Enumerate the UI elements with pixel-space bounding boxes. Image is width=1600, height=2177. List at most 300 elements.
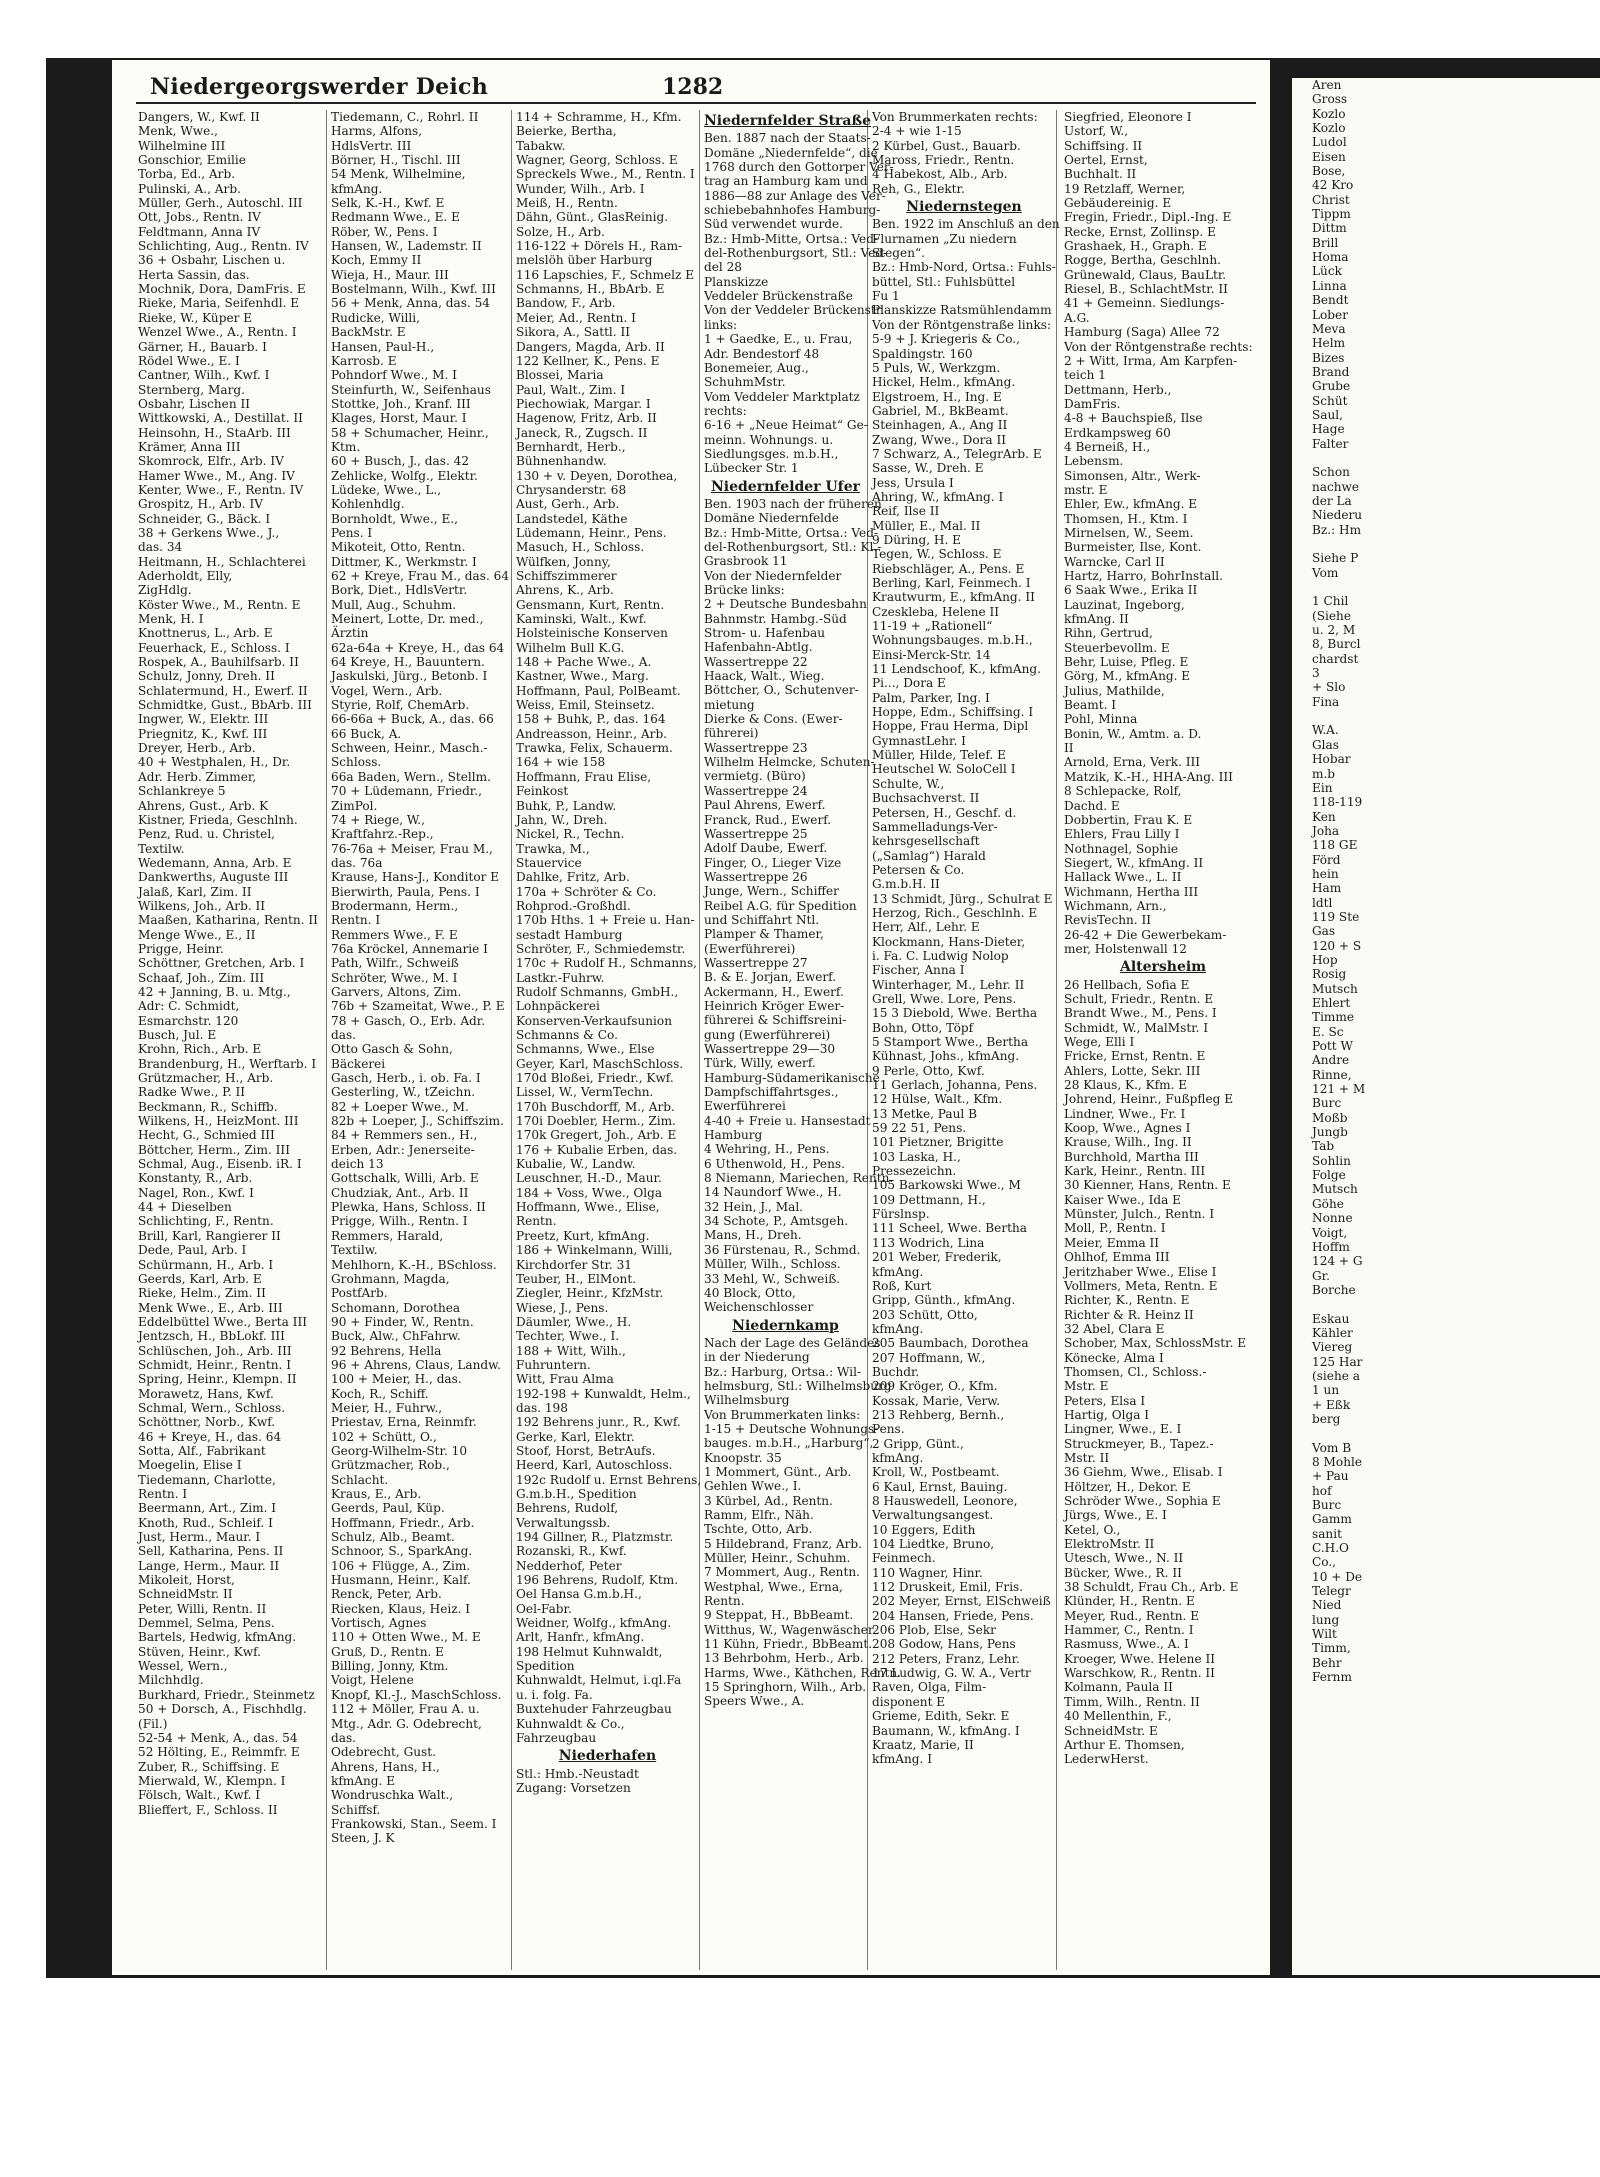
- directory-entry: 60 + Busch, J., das. 42: [331, 454, 470, 469]
- fragment-entry: Gas: [1312, 924, 1336, 939]
- directory-entry: Vollmers, Meta, Rentn. E: [1064, 1278, 1218, 1293]
- directory-entry: Gebäudereinig. E: [1064, 196, 1172, 211]
- directory-entry: Brandt Wwe., M., Pens. I: [1064, 1006, 1217, 1021]
- directory-entry: Hamburg-Südamerikanische: [704, 1070, 880, 1085]
- directory-entry: Ohlhof, Emma III: [1064, 1250, 1170, 1265]
- directory-entry: Bz.: Harburg, Ortsa.: Wil-: [704, 1364, 862, 1379]
- directory-page: [112, 60, 1270, 1975]
- directory-entry: Pulinski, A., Arb.: [138, 181, 241, 196]
- directory-entry: 59 22 51, Pens.: [872, 1121, 967, 1136]
- directory-entry: 2 + Witt, Irma, Am Karpfen-: [1064, 353, 1238, 368]
- fragment-entry: Rinne,: [1312, 1067, 1352, 1082]
- fragment-entry: Ehlert: [1312, 996, 1351, 1010]
- fragment-entry: Gross: [1312, 92, 1348, 107]
- directory-entry: Siedlungsges. m.b.H.,: [704, 446, 839, 461]
- directory-entry: 6-16 + „Neue Heimat“ Ge-: [704, 418, 868, 433]
- directory-entry: Feuerhack, E., Schloss. I: [138, 640, 290, 655]
- fragment-entry: nachwe: [1312, 479, 1360, 494]
- directory-entry: Ackermann, H., Ewerf.: [704, 984, 844, 999]
- directory-entry: Stauervice: [516, 855, 582, 870]
- directory-entry: Chrysanderstr. 68: [516, 482, 627, 497]
- directory-entry: Jaskulski, Jürg., Betonb. I: [331, 669, 488, 684]
- directory-entry: Kastner, Wwe., Marg.: [516, 669, 649, 684]
- fragment-entry: Hobar: [1312, 752, 1351, 767]
- directory-entry: Ingwer, W., Elektr. III: [138, 712, 269, 727]
- directory-entry: Ahrens, Hans, H.,: [331, 1759, 440, 1774]
- directory-entry: 38 Schuldt, Frau Ch., Arb. E: [1064, 1580, 1239, 1595]
- fragment-entry: 121 + M: [1312, 1082, 1366, 1097]
- directory-entry: Oel Hansa G.m.b.H.,: [516, 1587, 642, 1602]
- directory-entry: und Schiffahrt Ntl.: [704, 912, 820, 927]
- directory-entry: Steinfurth, W., Seifenhaus: [331, 382, 491, 397]
- directory-entry: 26 Hellbach, Sofia E: [1064, 977, 1190, 992]
- fragment-entry: Niederu: [1312, 508, 1363, 523]
- directory-entry: Adr. Herb. Zimmer,: [138, 769, 257, 784]
- directory-entry: Demmel, Selma, Pens.: [138, 1616, 275, 1631]
- directory-entry: Von der Veddeler Brückenstr.: [704, 303, 884, 318]
- directory-entry: 192-198 + Kunwaldt, Helm.,: [516, 1386, 691, 1401]
- fragment-entry: lung: [1312, 1612, 1340, 1627]
- directory-entry: Schlacht.: [331, 1472, 389, 1487]
- directory-entry: Remmers Wwe., F. E: [331, 927, 458, 942]
- fragment-entry: 125 Har: [1312, 1354, 1363, 1369]
- directory-entry: Planskizze Ratsmühlendamm: [872, 303, 1052, 318]
- directory-entry: Rieke, Maria, Seifenhdl. E: [138, 296, 300, 311]
- directory-entry: Schmidt, Heinr., Rentn. I: [138, 1357, 291, 1372]
- directory-entry: Peter, Willi, Rentn. II: [138, 1601, 267, 1616]
- directory-entry: 170d Bloßei, Friedr., Kwf.: [516, 1071, 674, 1086]
- fragment-entry: Voigt,: [1312, 1225, 1348, 1240]
- directory-entry: Knopf, Kl.-J., MaschSchloss.: [331, 1687, 502, 1702]
- directory-entry: 74 + Riege, W.,: [331, 812, 425, 827]
- directory-entry: 90 + Finder, W., Rentn.: [331, 1314, 474, 1329]
- directory-entry: 40 Block, Otto,: [704, 1285, 796, 1300]
- directory-entry: DamFris.: [1064, 396, 1121, 411]
- directory-entry: 82b + Loeper, J., Schiffszim.: [331, 1114, 504, 1129]
- directory-entry: Sell, Katharina, Pens. II: [138, 1544, 284, 1559]
- directory-entry: Wichmann, Hertha III: [1064, 884, 1199, 899]
- directory-entry: 62a-64a + Kreye, H., das 64: [331, 640, 505, 655]
- directory-entry: meinn. Wohnungs. u.: [704, 432, 834, 447]
- directory-entry: Wassertreppe 29—30: [704, 1042, 836, 1056]
- directory-entry: Grünewald, Claus, BauLtr.: [1064, 267, 1227, 282]
- directory-entry: Selk, K.-H., Kwf. E: [331, 196, 445, 211]
- directory-entry: Penz, Rud. u. Christel,: [138, 827, 276, 842]
- directory-entry: del 28: [704, 260, 742, 275]
- directory-entry: 148 + Pache Wwe., A.: [516, 655, 652, 670]
- directory-entry: deich 13: [331, 1157, 384, 1172]
- directory-entry: Moegelin, Elise I: [138, 1458, 242, 1473]
- directory-entry: Spaldingstr. 160: [872, 346, 973, 361]
- fragment-entry: 120 + S: [1312, 938, 1362, 953]
- directory-entry: Kraftfahrz.-Rep.,: [331, 827, 434, 842]
- directory-entry: Finger, O., Lieger Vize: [704, 855, 842, 870]
- page-header: [136, 66, 1256, 104]
- directory-entry: Piechowiak, Margar. I: [516, 396, 651, 411]
- directory-entry: Kirchdorfer Str. 31: [516, 1257, 632, 1272]
- directory-entry: Schlichting, Aug., Rentn. IV: [138, 239, 309, 254]
- directory-entry: Lübecker Str. 1: [704, 461, 799, 476]
- directory-entry: Wichmann, Arn.,: [1064, 898, 1167, 913]
- directory-entry: Fricke, Ernst, Rentn. E: [1064, 1049, 1206, 1064]
- fragment-entry: 1 Chil: [1312, 594, 1349, 609]
- directory-entry: Von der Niedernfelder: [704, 568, 842, 583]
- directory-entry: Brandenburg, H., Werftarb. I: [138, 1056, 317, 1071]
- directory-entry: Bahnmstr. Hambg.-Süd: [704, 611, 847, 626]
- directory-entry: Bandow, F., Arb.: [516, 296, 616, 311]
- directory-entry: PostfArb.: [331, 1286, 388, 1301]
- directory-entry: Däumler, Wwe., H.: [516, 1314, 632, 1329]
- directory-entry: Schmanns, H., BbArb. E: [516, 282, 665, 297]
- directory-entry: 2 Gripp, Günt.,: [872, 1436, 964, 1451]
- directory-entry: Janeck, R., Zugsch. II: [516, 425, 648, 440]
- directory-entry: 130 + v. Deyen, Dorothea,: [516, 468, 678, 483]
- directory-entry: 66-66a + Buck, A., das. 66: [331, 712, 494, 727]
- directory-entry: Buxtehuder Fahrzeugbau: [516, 1702, 672, 1717]
- directory-entry: Meier, Emma II: [1064, 1235, 1160, 1250]
- directory-entry: Wagner, Georg, Schloss. E: [516, 153, 678, 168]
- directory-entry: 4 Wehring, H., Pens.: [704, 1142, 830, 1157]
- directory-entry: Lange, Herm., Maur. II: [138, 1558, 280, 1573]
- directory-entry: 170a + Schröter & Co.: [516, 884, 657, 899]
- directory-entry: 84 + Remmers sen., H.,: [331, 1128, 478, 1143]
- directory-entry: 13 Schmidt, Jürg., Schulrat E: [872, 891, 1053, 906]
- directory-entry: Knoopstr. 35: [704, 1450, 782, 1465]
- directory-entry: 52 Hölting, E., Reimmfr. E: [138, 1745, 300, 1760]
- street-heading: Niederhafen: [558, 1748, 657, 1765]
- directory-entry: Lüdeke, Wwe., L.,: [331, 482, 442, 497]
- directory-entry: Dreyer, Herb., Arb.: [138, 741, 256, 756]
- directory-entry: Pohndorf Wwe., M. I: [331, 368, 457, 383]
- directory-entry: Wilkens, Joh., Arb. II: [138, 898, 266, 913]
- directory-entry: Schulte, W.,: [872, 776, 945, 791]
- directory-entry: 96 + Ahrens, Claus, Landw.: [331, 1357, 501, 1372]
- directory-entry: Koop, Wwe., Agnes I: [1064, 1121, 1191, 1136]
- directory-entry: Müller, Heinr., Schuhm.: [704, 1551, 851, 1566]
- directory-entry: Bühnenhandw.: [516, 454, 607, 469]
- directory-entry: Herta Sassin, das.: [138, 267, 250, 282]
- directory-entry: Ben. 1903 nach der früheren: [704, 496, 882, 511]
- directory-entry: Steen, J. K: [331, 1831, 395, 1846]
- directory-entry: Kolmann, Paula II: [1064, 1680, 1173, 1695]
- directory-entry: 192 Behrens junr., R., Kwf.: [516, 1415, 681, 1430]
- directory-entry: Wilhelmsburg: [704, 1393, 790, 1408]
- directory-entry: Mehlhorn, K.-H., BSchloss.: [331, 1257, 497, 1272]
- directory-entry: Grashaek, H., Graph. E: [1064, 239, 1207, 254]
- directory-entry: Hafenbahn-Abtlg.: [704, 640, 813, 655]
- fragment-entry: Hoffm: [1312, 1239, 1350, 1254]
- directory-entry: Wondruschka Walt.,: [331, 1788, 454, 1803]
- directory-entry: Heerd, Karl, Autoschloss.: [516, 1458, 673, 1473]
- directory-entry: 112 + Möller, Frau A. u.: [331, 1702, 480, 1717]
- directory-entry: Gärner, H., Bauarb. I: [138, 339, 267, 354]
- directory-entry: Knoth, Rud., Schleif. I: [138, 1515, 273, 1530]
- directory-entry: Hartz, Harro, BohrInstall.: [1064, 569, 1223, 583]
- directory-entry: 13 Metke, Paul B: [872, 1106, 977, 1121]
- fragment-entry: Folge: [1312, 1168, 1346, 1183]
- directory-entry: Wohnungsbauges. m.b.H.,: [872, 633, 1033, 648]
- directory-entry: Weiss, Emil, Steinsetz.: [516, 698, 655, 713]
- fragment-entry: [1292, 537, 1600, 551]
- directory-entry: Petersen, H., Geschf. d.: [872, 805, 1017, 820]
- fragment-entry: Eskau: [1312, 1311, 1350, 1326]
- directory-entry: Planskizze: [704, 274, 769, 289]
- directory-entry: Steinhagen, A., Ang II: [872, 418, 1008, 433]
- fragment-entry: [1292, 451, 1600, 465]
- fragment-entry: Nied: [1312, 1598, 1342, 1613]
- directory-entry: mstr. E: [1064, 482, 1108, 497]
- fragment-entry: Kozlo: [1312, 121, 1346, 136]
- directory-entry: Masuch, H., Schloss.: [516, 540, 645, 555]
- directory-entry: Rieke, Helm., Zim. II: [138, 1286, 266, 1301]
- directory-entry: Nach der Lage des Geländes: [704, 1335, 881, 1350]
- directory-entry: Blossei, Maria: [516, 368, 604, 383]
- directory-entry: melslöh über Harburg: [516, 253, 653, 268]
- directory-entry: Konstanty, R., Arb.: [138, 1171, 253, 1186]
- directory-entry: 14 Naundorf Wwe., H.: [704, 1185, 842, 1200]
- directory-entry: Bostelmann, Wilh., Kwf. III: [331, 282, 496, 297]
- directory-entry: Tegen, W., Schloss. E: [872, 547, 1002, 562]
- directory-entry: Morawetz, Hans, Kwf.: [138, 1386, 274, 1401]
- directory-entry: Krämer, Anna III: [138, 439, 241, 454]
- directory-entry: Kubalie, W., Landw.: [516, 1157, 636, 1172]
- directory-entry: Könecke, Alma I: [1064, 1350, 1164, 1365]
- directory-entry: Dahlke, Fritz, Arb.: [516, 870, 630, 885]
- directory-entry: 38 + Gerkens Wwe., J.,: [138, 525, 280, 540]
- directory-entry: ZimPol.: [331, 798, 378, 813]
- directory-entry: Münster, Julch., Rentn. I: [1064, 1207, 1215, 1222]
- fragment-entry: Wilt: [1312, 1627, 1337, 1642]
- directory-entry: Meyer, Rud., Rentn. E: [1064, 1608, 1200, 1623]
- directory-entry: Burkhard, Friedr., Steinmetz: [138, 1687, 315, 1702]
- directory-entry: Rogge, Bertha, Geschlnh.: [1064, 253, 1221, 268]
- directory-entry: Heinsohn, H., StaArb. III: [138, 425, 291, 440]
- fragment-entry: 8, Burcl: [1312, 637, 1361, 652]
- directory-entry: Tiedemann, C., Rohrl. II: [331, 110, 479, 124]
- directory-entry: Röber, W., Pens. I: [331, 224, 438, 239]
- directory-entry: 76b + Szameitat, Wwe., P. E: [331, 999, 505, 1014]
- directory-entry: 34 Schote, P., Amtsgeh.: [704, 1214, 849, 1229]
- directory-entry: Pi..., Dora E: [872, 676, 946, 691]
- directory-entry: Vom Veddeler Marktplatz: [704, 389, 860, 404]
- fragment-entry: Pott W: [1312, 1039, 1353, 1054]
- directory-entry: 40 Mellenthin, F.,: [1064, 1709, 1172, 1724]
- fragment-entry: Bendt: [1312, 293, 1349, 308]
- directory-entry: Peters, Elsa I: [1064, 1393, 1146, 1408]
- directory-entry: Hoffmann, Friedr., Arb.: [331, 1515, 475, 1530]
- directory-entry: Elgstroem, H., Ing. E: [872, 389, 1002, 404]
- directory-entry: sestadt Hamburg: [516, 927, 623, 942]
- directory-entry: 186 + Winkelmann, Willi,: [516, 1243, 673, 1258]
- directory-entry: Grell, Wwe. Lore, Pens.: [872, 991, 1017, 1006]
- directory-entry: Matzik, K.-H., HHA-Ang. III: [1064, 769, 1233, 784]
- directory-entry: kfmAng. E: [331, 1773, 396, 1788]
- directory-entry: Prigge, Heinr.: [138, 941, 224, 956]
- directory-entry: 4-8 + Bauchspieß, Ilse: [1064, 411, 1203, 426]
- fragment-entry: berg: [1312, 1411, 1341, 1426]
- street-heading: Niedernfelder Straße: [704, 113, 872, 129]
- directory-entry: Hoppe, Frau Herma, Dipl: [872, 719, 1029, 734]
- directory-entry: mer, Holstenwall 12: [1064, 941, 1188, 956]
- directory-entry: Haack, Walt., Wieg.: [704, 669, 825, 684]
- directory-entry: Voigt, Helene: [331, 1673, 414, 1688]
- directory-entry: 28 Klaus, K., Kfm. E: [1064, 1078, 1188, 1093]
- directory-entry: Rödel Wwe., E. I: [138, 353, 240, 368]
- directory-entry: Stl.: Hmb.-Neustadt: [516, 1766, 639, 1781]
- fragment-entry: Brill: [1312, 235, 1339, 250]
- directory-entry: Berling, Karl, Feinmech. I: [872, 576, 1031, 590]
- directory-entry: („Samlag“) Harald: [872, 848, 986, 863]
- directory-entry: Beckmann, R., Schiffb.: [138, 1099, 278, 1114]
- directory-entry: Otto Gasch & Sohn,: [331, 1042, 453, 1057]
- directory-entry: 15 3 Diebold, Wwe. Bertha: [872, 1006, 1038, 1021]
- directory-entry: Dachd. E: [1064, 798, 1120, 813]
- directory-entry: 36 Giehm, Wwe., Elisab. I: [1064, 1465, 1223, 1480]
- street-heading: Niedernfelder Ufer: [711, 478, 860, 495]
- directory-entry: Wilhelm Bull K.G.: [516, 640, 625, 655]
- fragment-entry: Joha: [1312, 823, 1340, 838]
- directory-entry: Petersen & Co.: [872, 862, 965, 877]
- directory-entry: Teuber, H., ElMont.: [516, 1271, 637, 1286]
- directory-entry: Schulz, Jonny, Dreh. II: [138, 669, 275, 684]
- directory-entry: Schöttner, Gretchen, Arb. I: [138, 956, 305, 971]
- directory-entry: Domäne Niedernfelde: [704, 511, 839, 526]
- directory-entry: Knottnerus, L., Arb. E: [138, 626, 273, 641]
- directory-entry: Jahn, W., Dreh.: [516, 812, 608, 827]
- directory-entry: 11 Kühn, Friedr., BbBeamt.: [704, 1637, 873, 1652]
- directory-entry: Verwaltungssb.: [516, 1515, 611, 1530]
- street-heading: Altersheim: [1119, 959, 1207, 976]
- directory-entry: Menge Wwe., E., II: [138, 927, 256, 942]
- directory-entry: Fahrzeugbau: [516, 1730, 597, 1745]
- directory-entry: Von Brummerkaten links:: [704, 1407, 861, 1422]
- directory-entry: das. 198: [516, 1400, 568, 1415]
- directory-entry: Zehlicke, Wolfg., Elektr.: [331, 468, 478, 483]
- directory-entry: 103 Laska, H.,: [872, 1149, 961, 1164]
- fragment-entry: hof: [1312, 1483, 1332, 1498]
- directory-entry: Priegnitz, K., Kwf. III: [138, 726, 268, 741]
- directory-entry: Kaiser Wwe., Ida E: [1064, 1192, 1181, 1207]
- directory-entry: Jalaß, Karl, Zim. II: [138, 884, 252, 899]
- directory-entry: Menk, Wwe.,: [138, 124, 218, 139]
- directory-entry: 42 + Janning, B. u. Mtg.,: [138, 984, 291, 999]
- directory-entry: 41 + Gemeinn. Siedlungs-: [1064, 296, 1225, 311]
- directory-entry: Lingner, Wwe., E. I: [1064, 1422, 1182, 1437]
- fragment-entry: [1292, 1426, 1600, 1440]
- fragment-entry: W.A.: [1312, 723, 1339, 738]
- directory-entry: 13 Behrbohm, Herb., Arb.: [704, 1651, 864, 1666]
- directory-entry: 36 Fürstenau, R., Schmd.: [704, 1242, 861, 1257]
- directory-entry: Burchhold, Martha III: [1064, 1149, 1199, 1164]
- directory-entry: Fregin, Friedr., Dipl.-Ing. E: [1064, 210, 1232, 225]
- directory-entry: Reh, G., Elektr.: [872, 181, 965, 196]
- column-1: [136, 110, 327, 1970]
- directory-entry: 6 Kaul, Ernst, Bauing.: [872, 1479, 1008, 1494]
- directory-entry: 2 + Deutsche Bundesbahn: [704, 597, 867, 612]
- directory-entry: Heitmann, H., Schlachterei: [138, 554, 306, 569]
- directory-entry: 2-4 + wie 1-15: [872, 124, 962, 139]
- fragment-entry: Ein: [1312, 780, 1333, 795]
- directory-entry: Brodermann, Herm.,: [331, 898, 459, 913]
- directory-entry: Rasmuss, Wwe., A. I: [1064, 1637, 1189, 1652]
- directory-entry: Gripp, Günth., kfmAng.: [872, 1293, 1016, 1308]
- directory-entry: 15 Springhorn, Wilh., Arb.: [704, 1680, 867, 1695]
- directory-entry: 122 Kellner, K., Pens. E: [516, 353, 660, 368]
- directory-entry: Ketel, O.,: [1064, 1522, 1121, 1537]
- directory-entry: Renck, Peter, Arb.: [331, 1587, 442, 1602]
- directory-entry: führerei & Schiffsreini-: [704, 1013, 847, 1028]
- directory-entry: Schmidtke, Gust., BbArb. III: [138, 698, 312, 713]
- directory-entry: 192c Rudolf u. Ernst Behrens,: [516, 1472, 702, 1487]
- directory-entry: II: [1064, 741, 1074, 756]
- directory-entry: 56 + Menk, Anna, das. 54: [331, 296, 491, 311]
- directory-entry: Schürmann, H., Arb. I: [138, 1257, 274, 1272]
- directory-entry: 76a Kröckel, Annemarie I: [331, 941, 488, 956]
- directory-entry: Aust, Gerh., Arb.: [516, 497, 620, 512]
- fragment-entry: 118-119: [1312, 795, 1363, 810]
- column-3: [514, 110, 700, 1970]
- directory-entry: 54 Menk, Wilhelmine,: [331, 167, 466, 182]
- fragment-entry: Meva: [1312, 321, 1346, 336]
- directory-entry: Hartig, Olga I: [1064, 1407, 1150, 1422]
- directory-entry: Gerke, Karl, Elektr.: [516, 1429, 635, 1444]
- directory-entry: 203 Schütt, Otto,: [872, 1307, 978, 1322]
- fragment-entry: der La: [1312, 493, 1352, 508]
- directory-entry: G.m.b.H. II: [872, 877, 940, 892]
- directory-entry: Utesch, Wwe., N. II: [1064, 1551, 1184, 1566]
- directory-entry: 114 + Schramme, H., Kfm.: [516, 110, 682, 124]
- fragment-entry: Lück: [1312, 264, 1342, 279]
- directory-entry: Zugang: Vorsetzen: [516, 1780, 631, 1795]
- directory-entry: 212 Peters, Franz, Lehr.: [872, 1651, 1020, 1666]
- directory-entry: 100 + Meier, H., das.: [331, 1372, 462, 1387]
- directory-entry: Geerds, Paul, Küp.: [331, 1501, 445, 1516]
- fragment-entry: Eisen: [1312, 149, 1346, 164]
- directory-entry: Landstedel, Käthe: [516, 511, 628, 526]
- directory-entry: G.m.b.H., Spedition: [516, 1487, 637, 1501]
- directory-entry: 17 Ludwig, G. W. A., Vertr: [872, 1666, 1031, 1681]
- directory-entry: Heinrich Kröger Ewer-: [704, 998, 845, 1013]
- directory-entry: Reibel A.G. für Spedition: [704, 898, 857, 913]
- directory-entry: Siegfried, Eleonore I: [1064, 110, 1192, 124]
- directory-entry: 188 + Witt, Wilh.,: [516, 1343, 626, 1358]
- directory-entry: Junge, Wern., Schiffer: [704, 884, 839, 899]
- fragment-entry: C.H.O: [1312, 1541, 1349, 1556]
- directory-entry: Bücker, Wwe., R. II: [1064, 1565, 1182, 1580]
- directory-entry: Paul Ahrens, Ewerf.: [704, 798, 826, 813]
- directory-entry: 64 Kreye, H., Bauuntern.: [331, 655, 485, 670]
- directory-entry: links:: [704, 317, 738, 332]
- directory-entry: Heutschel W. SoloCell I: [872, 762, 1016, 777]
- directory-entry: Billing, Jonny, Ktm.: [331, 1659, 449, 1674]
- fragment-entry: Jungb: [1312, 1125, 1348, 1140]
- fragment-entry: 119 Ste: [1312, 909, 1360, 924]
- directory-entry: (Fil.): [138, 1716, 168, 1731]
- directory-entry: Ärztin: [331, 626, 369, 641]
- fragment-entry: Burc: [1312, 1498, 1342, 1513]
- directory-entry: rechts:: [704, 403, 747, 418]
- directory-entry: Buck, Alw., ChFahrw.: [331, 1329, 461, 1344]
- directory-entry: Wassertreppe 25: [704, 826, 808, 841]
- directory-entry: Gottschalk, Willi, Arb. E: [331, 1171, 479, 1186]
- directory-entry: 6 Saak Wwe., Erika II: [1064, 583, 1198, 598]
- directory-entry: Gruß, D., Rentn. E: [331, 1644, 445, 1659]
- directory-entry: Ahring, W., kfmAng. I: [872, 489, 1004, 504]
- directory-entry: 2 Kürbel, Gust., Bauarb.: [872, 138, 1021, 153]
- directory-entry: Kraatz, Marie, II: [872, 1737, 974, 1752]
- directory-entry: Leuschner, H.-D., Maur.: [516, 1171, 662, 1186]
- directory-entry: Plamper & Thamer,: [704, 927, 824, 942]
